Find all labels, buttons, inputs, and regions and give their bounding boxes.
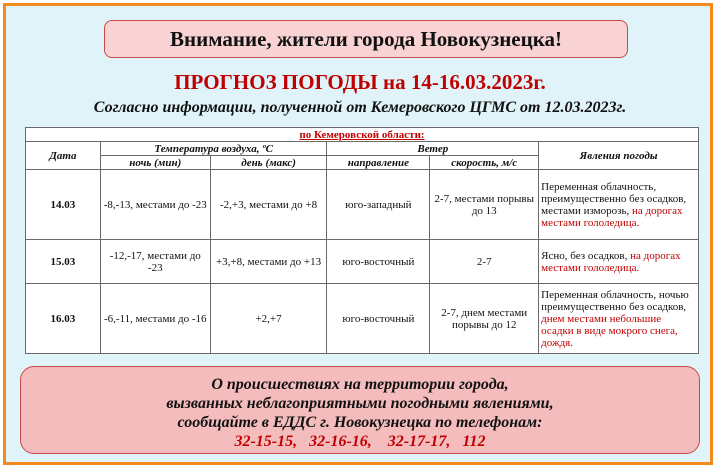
region-label: по Кемеровской области: — [299, 128, 425, 141]
row-phenomena — [539, 170, 699, 240]
notice-line-3: сообщайте в ЕДДС г. Новокузнецка по телефонам: — [177, 414, 543, 431]
phenomena-text: Переменная облачность, ночью преимущественно без осадков, — [541, 288, 689, 313]
row-night: -12,-17, местами до -23 — [100, 240, 210, 284]
phenomena-warning: на дорогах местами гололедица. — [541, 249, 681, 274]
header-temp: Температура воздуха, ºС — [100, 142, 327, 156]
row-date: 15.03 — [26, 240, 101, 284]
emergency-notice — [20, 366, 700, 454]
table-header-row — [26, 142, 699, 156]
header-night: ночь (мин) — [100, 156, 210, 170]
banner-text: Внимание, жители города Новокузнецка! — [170, 26, 562, 51]
notice-line-2: вызванных неблагоприятными погодными явлениями, — [166, 395, 554, 412]
table-region-row — [26, 128, 699, 142]
row-speed: 2-7 — [430, 240, 539, 284]
table-row — [26, 240, 699, 284]
header-wind: Ветер — [327, 142, 539, 156]
row-phenomena — [539, 240, 699, 284]
row-direction: юго-восточный — [327, 240, 430, 284]
phenomena-warning: на дорогах местами гололедица. — [541, 204, 683, 229]
row-direction: юго-восточный — [327, 284, 430, 354]
header-speed: скорость, м/с — [430, 156, 539, 170]
row-date: 14.03 — [26, 170, 101, 240]
notice-line-1: О происшествиях на территории города, — [211, 376, 509, 393]
row-phenomena — [539, 284, 699, 354]
phone-numbers: 32-15-15, 32-16-16, 32-17-17, 112 — [234, 433, 486, 450]
forecast-title: ПРОГНОЗ ПОГОДЫ на 14-16.03.2023г. — [174, 70, 546, 94]
phenomena-text: Переменная облачность, преимущественно без осадков, местами изморозь, — [541, 180, 687, 217]
forecast-table — [25, 127, 699, 354]
row-date: 16.03 — [26, 284, 101, 354]
forecast-subtitle: Согласно информации, полученной от Кемеровского ЦГМС от 12.03.2023г. — [93, 99, 627, 116]
row-day: -2,+3, местами до +8 — [210, 170, 327, 240]
header-direction: направление — [327, 156, 430, 170]
phenomena-text: Ясно, без осадков, — [541, 249, 628, 262]
row-night: -6,-11, местами до -16 — [100, 284, 210, 354]
header-phenomena: Явления погоды — [539, 142, 699, 170]
row-day: +2,+7 — [210, 284, 327, 354]
row-day: +3,+8, местами до +13 — [210, 240, 327, 284]
attention-banner — [104, 20, 628, 58]
phenomena-warning: днем местами небольшие осадки в виде мокрого снега, дождя. — [541, 312, 678, 349]
header-date: Дата — [26, 142, 101, 170]
table-row — [26, 284, 699, 354]
row-speed: 2-7, днем местами порывы до 12 — [430, 284, 539, 354]
table-row — [26, 170, 699, 240]
row-night: -8,-13, местами до -23 — [100, 170, 210, 240]
row-speed: 2-7, местами порывы до 13 — [430, 170, 539, 240]
row-direction: юго-западный — [327, 170, 430, 240]
header-day: день (макс) — [210, 156, 327, 170]
